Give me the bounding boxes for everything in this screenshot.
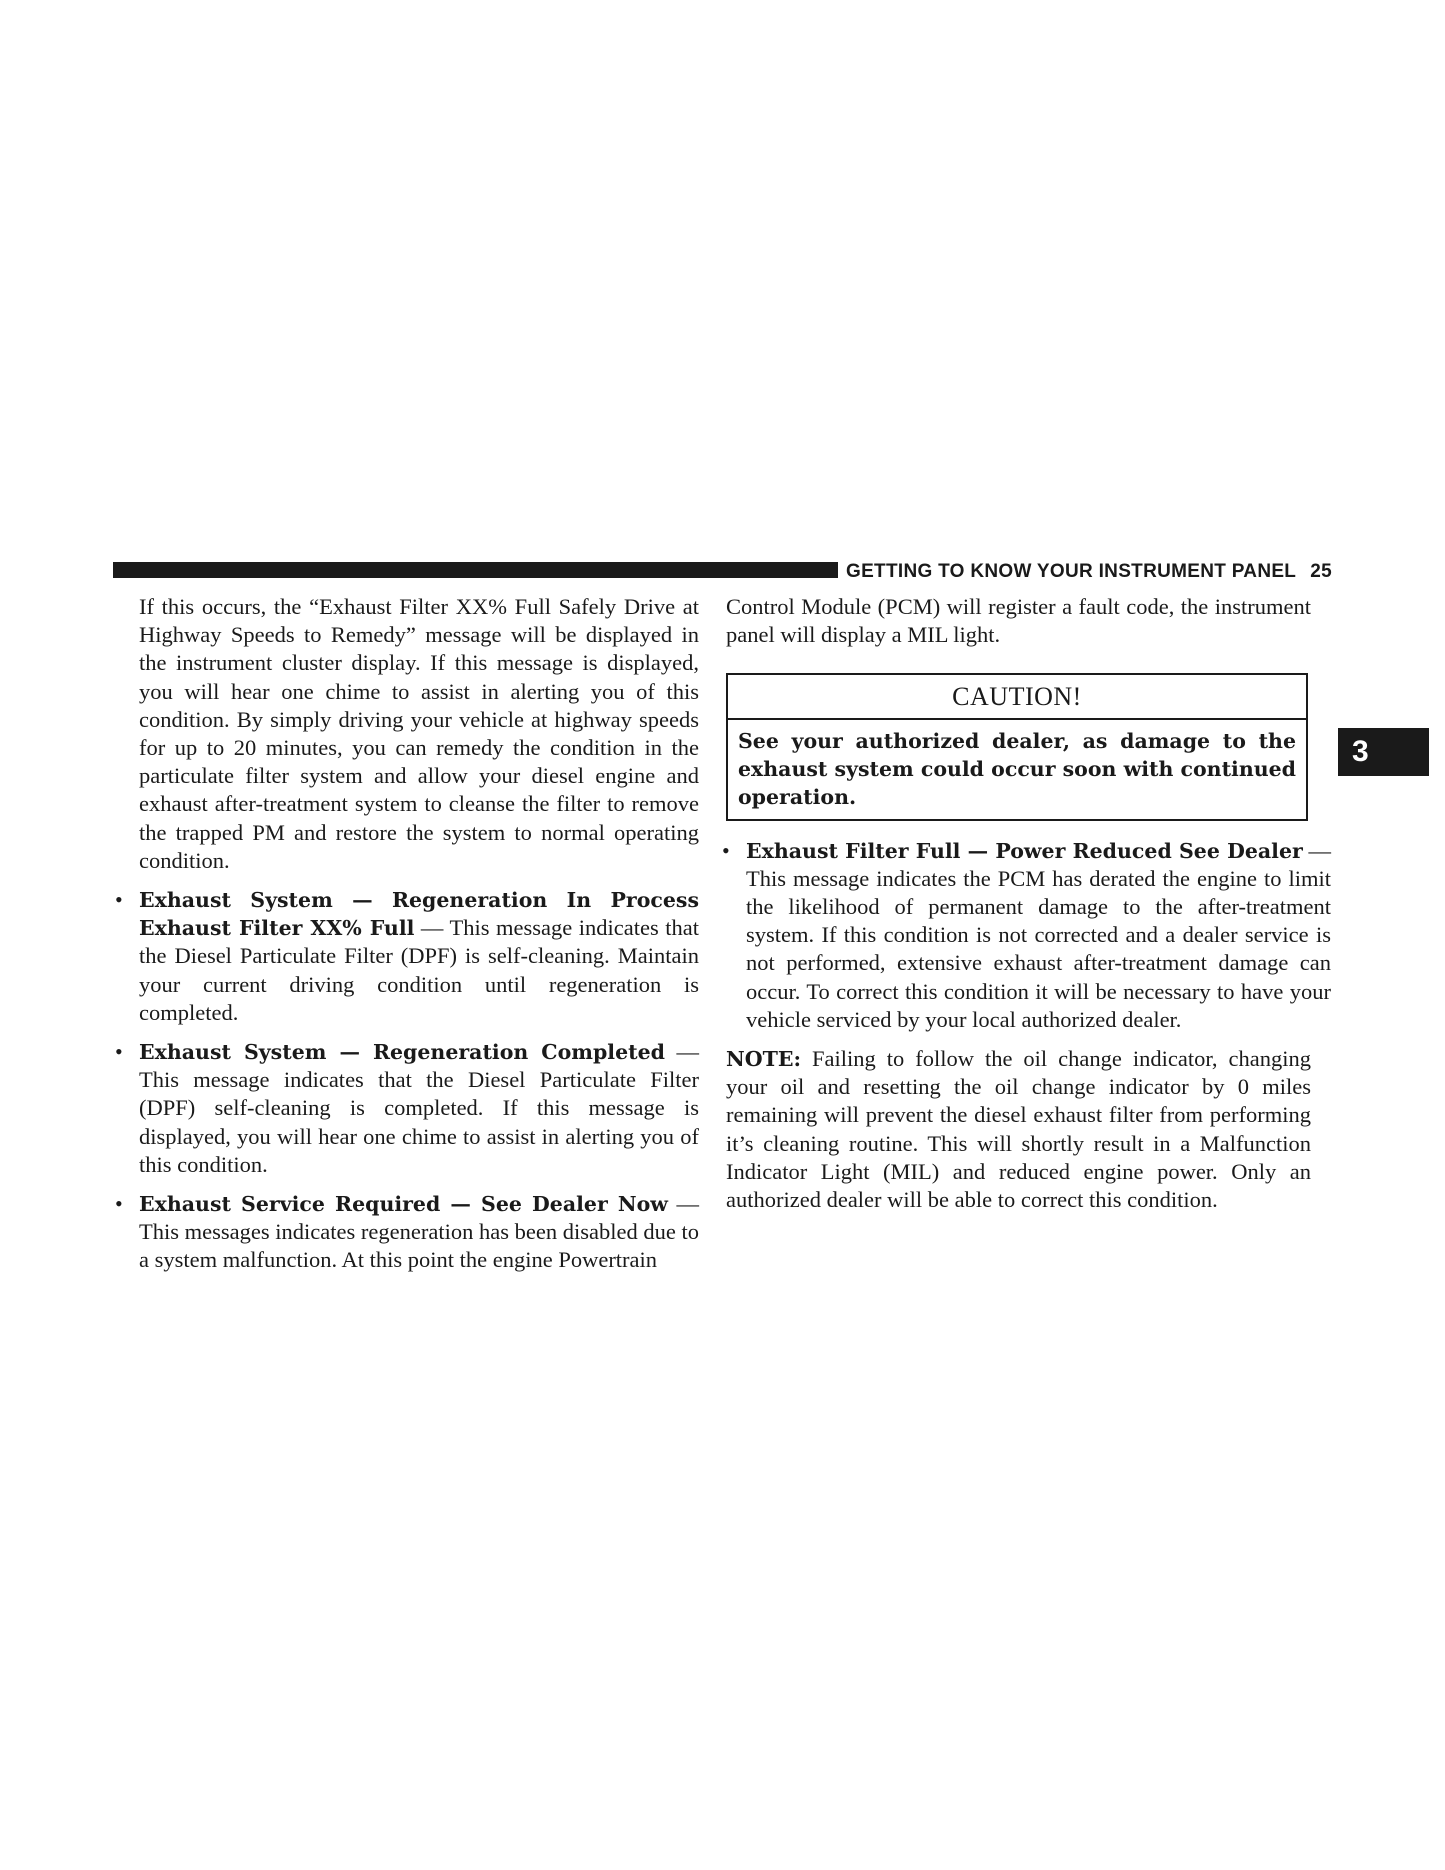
- bullet-icon: •: [115, 1191, 123, 1217]
- message-term: Exhaust Service Required — See Dealer Now: [139, 1192, 668, 1217]
- bullet-icon: •: [115, 1039, 123, 1065]
- note-label: NOTE:: [726, 1047, 802, 1072]
- note-paragraph: [726, 1045, 1311, 1214]
- list-item: [115, 1038, 699, 1179]
- message-description: — This messages indicates regeneration has been disabled due to a system malfunction. At this point the engine Powertrain: [139, 1191, 700, 1273]
- message-description: — This message indicates that the Diesel Particulate Filter (DPF) self-cleaning is completed. If this message is displayed, you will hear one chime to assist in alerting you of this condition.: [139, 1039, 699, 1177]
- left-bullet-list: [115, 886, 700, 1275]
- right-bullet-list: [722, 837, 1332, 1034]
- section-title: GETTING TO KNOW YOUR INSTRUMENT PANEL: [846, 561, 1297, 582]
- message-description: — This message indicates the PCM has derated the engine to limit the likelihood of permanent damage to the after-treatment system. If this condition is not corrected and a dealer service is not performed, extensive exhaust after-treatment damage can occur. To correct this condition it will be necessary to have your vehicle serviced by your local authorized dealer.: [746, 837, 1332, 1032]
- page-number: 25: [1310, 561, 1332, 582]
- header-rule-bar: [113, 562, 838, 578]
- list-item: [115, 1190, 700, 1275]
- caution-box: [726, 673, 1308, 820]
- bullet-icon: •: [115, 887, 123, 913]
- continuation-paragraph: Control Module (PCM) will register a fault code, the instrument panel will display a MIL light.: [726, 594, 1311, 648]
- list-item: [115, 886, 699, 1027]
- message-term: Exhaust System — Regeneration Completed: [139, 1040, 665, 1065]
- right-column: [722, 593, 1332, 1225]
- caution-title: CAUTION!: [728, 675, 1306, 719]
- left-column: [115, 593, 700, 1286]
- note-text: Failing to follow the oil change indicator, changing your oil and resetting the oil change indicator by 0 miles remaining will prevent the diesel exhaust filter from performing it’s cleaning routine. This will shortly result in a Malfunction Indicator Light (MIL) and reduced engine power. Only an authorized dealer will be able to correct this condition.: [726, 1046, 1311, 1213]
- message-term: Exhaust System — Regeneration In Process Exhaust Filter XX% Full: [139, 888, 699, 941]
- chapter-tab: 3: [1338, 728, 1429, 776]
- running-header: [846, 561, 1332, 583]
- list-item: [722, 837, 1332, 1034]
- message-description: — This message indicates that the Diesel Particulate Filter (DPF) is self-cleaning. Maintain your current driving condition until regeneration is completed.: [139, 915, 699, 1025]
- intro-paragraph: If this occurs, the “Exhaust Filter XX% Full Safely Drive at Highway Speeds to Remedy” message will be displayed in the instrument cluster display. If this message is displayed, you will hear one chime to assist in alerting you of this condition. By simply driving your vehicle at highway speeds for up to 20 minutes, you can remedy the condition in the particulate filter system and allow your diesel engine and exhaust after-treatment system to cleanse the filter to remove the trapped PM and restore the system to normal operating condition.: [139, 594, 699, 873]
- message-term: Exhaust Filter Full — Power Reduced See Dealer: [746, 838, 1303, 863]
- bullet-icon: •: [722, 837, 730, 863]
- caution-body: See your authorized dealer, as damage to the exhaust system could occur soon with continued operation.: [738, 728, 1297, 809]
